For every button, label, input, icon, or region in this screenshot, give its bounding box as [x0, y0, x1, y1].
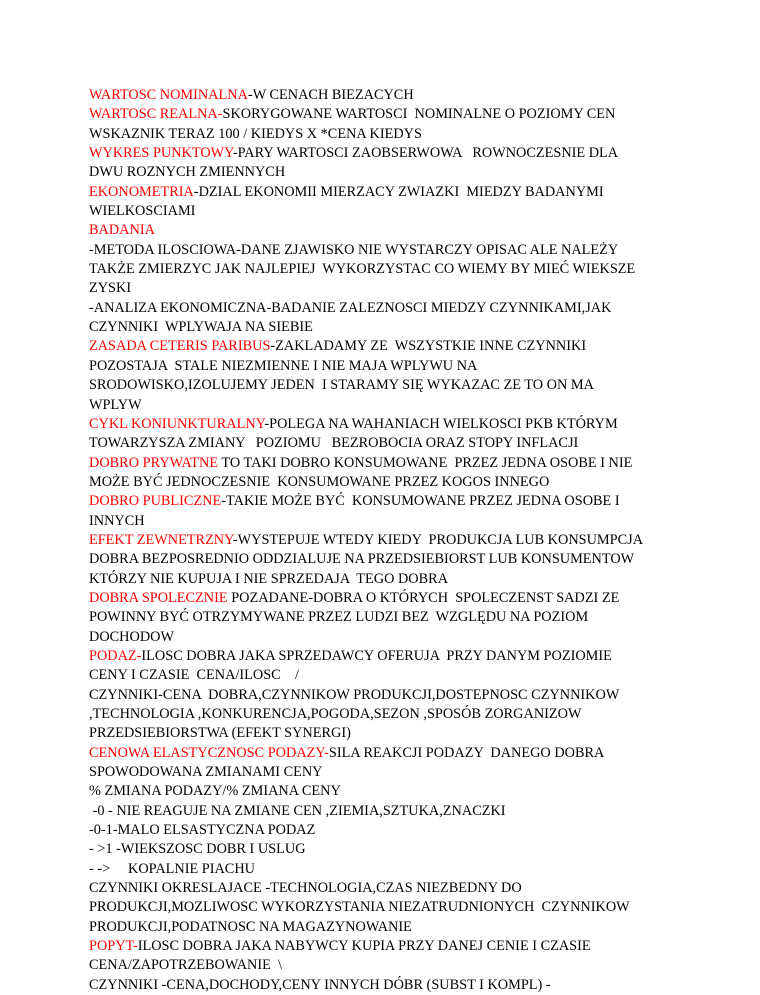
text-line [89, 144, 689, 163]
term-highlight: DOBRO PRYWATNE [89, 454, 219, 471]
text-line [89, 898, 689, 917]
text-segment: PRODUKCJI,PODATNOSC NA MAGAZYNOWANIE [89, 918, 412, 935]
text-line [89, 376, 689, 395]
text-line [89, 918, 689, 937]
term-highlight: BADANIA [89, 222, 155, 239]
text-segment: POZADANE-DOBRA O KTÓRYCH SPOLECZENST SADZI ZE [227, 589, 620, 606]
text-line [89, 357, 689, 376]
text-line [89, 802, 689, 821]
text-segment: -POLEGA NA WAHANIACH WIELKOSCI PKB KTÓRYM [264, 415, 618, 432]
text-line [89, 647, 689, 666]
term-highlight: DOBRO PUBLICZNE [89, 493, 222, 510]
text-segment: -TAKIE MOŻE BYĆ KONSUMOWANE PRZEZ JEDNA OSOBE I [221, 493, 620, 510]
text-line [89, 454, 689, 473]
text-segment: KTÓRZY NIE KUPUJA I NIE SPRZEDAJA TEGO DOBRA [89, 570, 449, 587]
text-line [89, 744, 689, 763]
text-line [89, 492, 689, 511]
text-segment: PRZEDSIEBIORSTWA (EFEKT SYNERGI) [89, 725, 351, 742]
text-segment: CENA/ZAPOTRZEBOWANIE \ [89, 957, 282, 974]
text-segment: % ZMIANA PODAZY/% ZMIANA CENY [89, 783, 341, 800]
text-segment: PRODUKCJI,MOZLIWOSC WYKORZYSTANIA NIEZATRUDNIONYCH CZYNNIKOW [89, 899, 630, 916]
text-line [89, 976, 689, 995]
text-line [89, 937, 689, 956]
term-highlight: WARTOSC REALNA- [89, 106, 223, 123]
text-segment: POWINNY BYĆ OTRZYMYWANE PRZEZ LUDZI BEZ WZGLĘDU NA POZIOM [89, 609, 589, 626]
text-segment: SRODOWISKO,IZOLUJEMY JEDEN I STARAMY SIĘ WYKAZAC ZE TO ON MA [89, 377, 594, 394]
text-segment: CENY I CZASIE CENA/ILOSC / [89, 667, 299, 684]
text-line [89, 241, 689, 260]
text-line [89, 279, 689, 298]
text-line [89, 260, 689, 279]
text-line [89, 840, 689, 859]
text-segment: WPLYW [89, 396, 142, 413]
term-highlight: WYKRES PUNKTOWY [89, 145, 233, 162]
text-segment: SKORYGOWANE WARTOSCI NOMINALNE O POZIOMY CEN [222, 106, 616, 123]
text-segment: DOBRA BEZPOSREDNIO ODDZIALUJE NA PRZEDSIEBIORST LUB KONSUMENTOW [89, 551, 635, 568]
text-line [89, 163, 689, 182]
text-line [89, 550, 689, 569]
text-segment: WSKAZNIK TERAZ 100 / KIEDYS X *CENA KIEDYS [89, 125, 422, 142]
text-segment: WIELKOSCIAMI [89, 203, 196, 220]
text-segment: -DZIAL EKONOMII MIERZACY ZWIAZKI MIEDZY BADANYMI [193, 183, 604, 200]
text-segment: DOCHODOW [89, 628, 174, 645]
term-highlight: CENOWA ELASTYCZNOSC PODAZY- [89, 744, 329, 761]
text-segment: ILOSC DOBRA JAKA SPRZEDAWCY OFERUJA PRZY DANYM POZIOMIE [141, 647, 612, 664]
text-segment: CZYNNIKI -CENA,DOCHODY,CENY INNYCH DÓBR (SUBST I KOMPL) - [89, 976, 551, 993]
term-highlight: POPYT- [89, 938, 138, 955]
text-segment: CZYNNIKI WPLYWAJA NA SIEBIE [89, 319, 313, 336]
text-line [89, 434, 689, 453]
text-segment: SPOWODOWANA ZMIANAMI CENY [89, 764, 323, 781]
term-highlight: DOBRA SPOLECZNIE [89, 589, 228, 606]
text-line [89, 724, 689, 743]
term-highlight: EKONOMETRIA [89, 183, 194, 200]
text-line [89, 608, 689, 627]
term-highlight: PODAZ- [89, 647, 142, 664]
text-segment: CZYNNIKI-CENA DOBRA,CZYNNIKOW PRODUKCJI,DOSTEPNOSC CZYNNIKOW [89, 686, 620, 703]
text-line [89, 396, 689, 415]
text-line [89, 782, 689, 801]
text-line [89, 86, 689, 105]
text-line [89, 666, 689, 685]
text-segment: TOWARZYSZA ZMIANY POZIOMU BEZROBOCIA ORAZ STOPY INFLACJI [89, 435, 579, 452]
text-line [89, 512, 689, 531]
text-segment: MOŻE BYĆ JEDNOCZESNIE KONSUMOWANE PRZEZ KOGOS INNEGO [89, 473, 550, 490]
term-highlight: WARTOSC NOMINALNA [89, 87, 248, 103]
text-line [89, 337, 689, 356]
text-segment: -METODA ILOSCIOWA-DANE ZJAWISKO NIE WYSTARCZY OPISAC ALE NALEŻY [89, 241, 619, 258]
text-line [89, 589, 689, 608]
text-segment: DWU ROZNYCH ZMIENNYCH [89, 164, 286, 181]
text-line [89, 705, 689, 724]
text-line [89, 125, 689, 144]
text-segment: -0 - NIE REAGUJE NA ZMIANE CEN ,ZIEMIA,SZTUKA,ZNACZKI [89, 802, 506, 819]
text-line [89, 415, 689, 434]
text-segment: POZOSTAJA STALE NIEZMIENNE I NIE MAJA WPLYWU NA [89, 357, 478, 374]
text-segment: -PARY WARTOSCI ZAOBSERWOWA ROWNOCZESNIE DLA [232, 145, 619, 162]
text-segment: SILA REAKCJI PODAZY DANEGO DOBRA [328, 744, 605, 761]
text-line [89, 473, 689, 492]
text-segment: -WYSTEPUJE WTEDY KIEDY PRODUKCJA LUB KONSUMPCJA [232, 531, 644, 548]
text-segment: -ANALIZA EKONOMICZNA-BADANIE ZALEZNOSCI MIEDZY CZYNNIKAMI,JAK [89, 299, 612, 316]
text-line [89, 299, 689, 318]
text-segment: - >1 -WIEKSZOSC DOBR I USLUG [89, 841, 306, 858]
text-line [89, 956, 689, 975]
term-highlight: EFEKT ZEWNETRZNY [89, 531, 233, 548]
text-segment: -ZAKLADAMY ZE WSZYSTKIE INNE CZYNNIKI [270, 338, 587, 355]
text-line [89, 686, 689, 705]
text-segment: TO TAKI DOBRO KONSUMOWANE PRZEZ JEDNA OSOBE I NIE [218, 454, 633, 471]
text-segment: -0-1-MALO ELSASTYCZNA PODAZ [89, 822, 316, 839]
text-segment: TAKŻE ZMIERZYC JAK NAJLEPIEJ WYKORZYSTAC CO WIEMY BY MIEĆ WIEKSZE [89, 261, 636, 278]
term-highlight: CYKL KONIUNKTURALNY [89, 415, 265, 432]
text-segment: -W CENACH BIEZACYCH [247, 87, 414, 103]
text-line [89, 821, 689, 840]
text-segment: - -> KOPALNIE PIACHU [89, 860, 255, 877]
text-segment: ,TECHNOLOGIA ,KONKURENCJA,POGODA,SEZON ,SPOSÓB ZORGANIZOW [89, 706, 582, 722]
text-line [89, 183, 689, 202]
text-segment: ILOSC DOBRA JAKA NABYWCY KUPIA PRZY DANEJ CENIE I CZASIE [137, 938, 591, 955]
text-line [89, 570, 689, 589]
text-line [89, 860, 689, 879]
text-segment: ZYSKI [89, 280, 132, 297]
text-segment: CZYNNIKI OKRESLAJACE -TECHNOLOGIA,CZAS NIEZBEDNY DO [89, 880, 522, 897]
text-line [89, 763, 689, 782]
text-line [89, 531, 689, 550]
text-line [89, 628, 689, 647]
text-line [89, 105, 689, 124]
text-segment: INNYCH [89, 512, 145, 529]
text-line [89, 318, 689, 337]
text-line [89, 202, 689, 221]
document-page [89, 86, 689, 995]
text-line [89, 221, 689, 240]
text-line [89, 879, 689, 898]
term-highlight: ZASADA CETERIS PARIBUS [89, 338, 271, 355]
